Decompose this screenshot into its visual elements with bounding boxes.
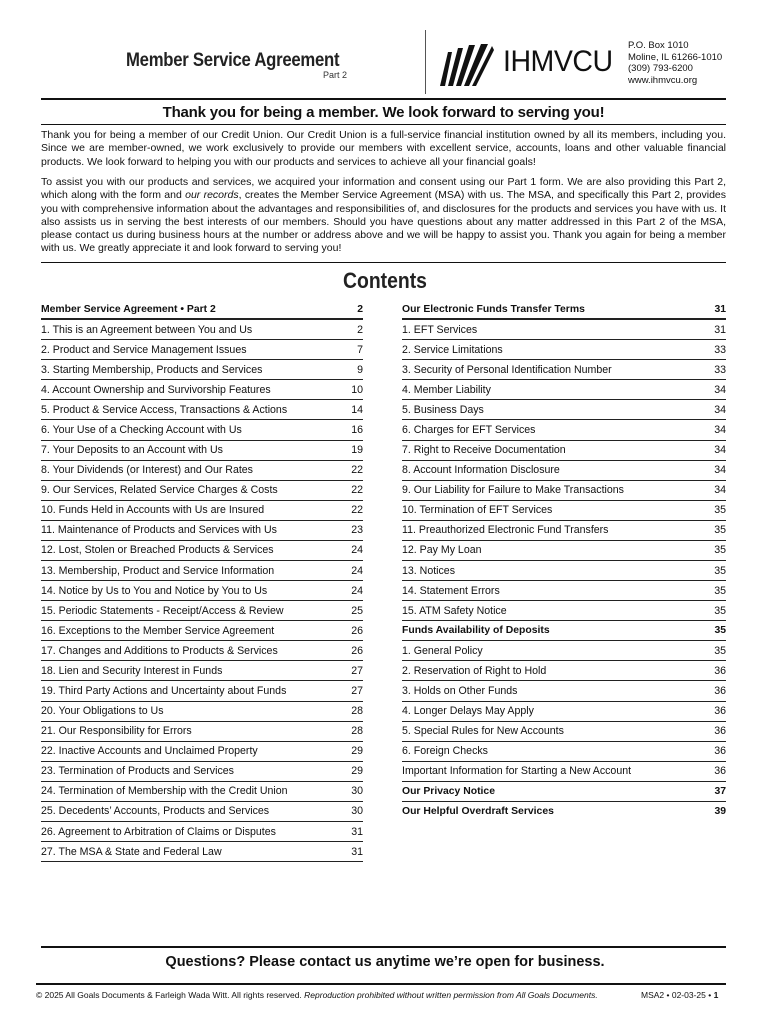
intro-rule xyxy=(41,124,726,125)
toc-entry-label: 18. Lien and Security Interest in Funds xyxy=(41,664,223,677)
toc-entry-label: 25. Decedents’ Accounts, Products and Services xyxy=(41,805,270,818)
toc-entry-page: 22 xyxy=(351,484,363,497)
toc-entry-page: 35 xyxy=(714,524,726,537)
toc-entry-page: 35 xyxy=(714,644,726,657)
toc-entry-page: 34 xyxy=(714,464,726,477)
toc-entry-page: 9 xyxy=(357,363,363,376)
toc-entry-label: 14. Statement Errors xyxy=(402,584,500,597)
toc-entry-page: 31 xyxy=(351,825,363,838)
toc-entry xyxy=(41,601,363,621)
toc-entry-label: Our Helpful Overdraft Services xyxy=(402,806,554,818)
toc-entry-page: 36 xyxy=(714,745,726,758)
toc-entry xyxy=(402,461,726,481)
toc-entry-label: 3. Starting Membership, Products and Services xyxy=(41,363,263,376)
toc-entry xyxy=(402,601,726,621)
toc-entry xyxy=(41,802,363,822)
address-block xyxy=(628,40,722,86)
toc-entry-label: 2. Product and Service Management Issues xyxy=(41,343,247,356)
toc-entry-label: 2. Reservation of Right to Hold xyxy=(402,664,547,677)
toc-entry xyxy=(402,420,726,440)
toc-entry-label: 3. Holds on Other Funds xyxy=(402,685,518,698)
toc-entry xyxy=(41,521,363,541)
contents-title: Contents xyxy=(343,268,427,293)
bottom-rule xyxy=(41,946,726,948)
toc-entry xyxy=(402,340,726,360)
toc-entry-page: 33 xyxy=(714,343,726,356)
toc-entry-page: 31 xyxy=(351,845,363,858)
toc-entry-label: 24. Termination of Membership with the Credit Union xyxy=(41,785,288,798)
toc-entry-page: 24 xyxy=(351,564,363,577)
toc-entry xyxy=(402,641,726,661)
toc-entry-page: 34 xyxy=(714,383,726,396)
toc-entry-page: 29 xyxy=(351,745,363,758)
toc-entry-page: 19 xyxy=(351,444,363,457)
reproduction-notice: Reproduction prohibited without written permission from All Goals Documents. xyxy=(304,990,598,1000)
toc-entry-page: 36 xyxy=(714,765,726,778)
toc-entry xyxy=(402,702,726,722)
toc-entry xyxy=(402,441,726,461)
header-divider xyxy=(425,30,426,94)
toc-entry-label: 4. Account Ownership and Survivorship Features xyxy=(41,383,271,396)
toc-section-heading xyxy=(402,802,726,822)
toc-entry-label: 13. Notices xyxy=(402,564,455,577)
toc-entry-page: 2 xyxy=(357,303,363,315)
toc-entry xyxy=(41,320,363,340)
toc-entry-label: 12. Lost, Stolen or Breached Products & Services xyxy=(41,544,274,557)
toc-entry-page: 29 xyxy=(351,765,363,778)
toc-entry xyxy=(41,661,363,681)
toc-entry xyxy=(41,360,363,380)
toc-entry-label: 5. Special Rules for New Accounts xyxy=(402,725,564,738)
toc-entry-page: 26 xyxy=(351,644,363,657)
toc-entry xyxy=(41,501,363,521)
toc-entry-page: 24 xyxy=(351,584,363,597)
intro-paragraph-2 xyxy=(41,176,726,256)
address-line: www.ihmvcu.org xyxy=(628,74,698,86)
toc-entry-label: Important Information for Starting a New Account xyxy=(402,765,632,778)
toc-entry xyxy=(402,360,726,380)
toc-entry-page: 31 xyxy=(714,323,726,336)
toc-entry-page: 35 xyxy=(714,544,726,557)
toc-entry xyxy=(41,541,363,561)
toc-entry-label: 1. This is an Agreement between You and Us xyxy=(41,323,253,336)
toc-entry-label: 11. Preauthorized Electronic Fund Transfers xyxy=(402,524,609,537)
document-title: Member Service Agreement xyxy=(126,50,340,71)
toc-entry xyxy=(402,661,726,681)
toc-entry-page: 36 xyxy=(714,685,726,698)
toc-entry xyxy=(41,621,363,641)
toc-entry-label: Member Service Agreement • Part 2 xyxy=(41,303,216,315)
toc-entry xyxy=(41,461,363,481)
toc-entry-label: 8. Account Information Disclosure xyxy=(402,464,560,477)
toc-entry-label: 9. Our Services, Related Service Charges & Costs xyxy=(41,484,278,497)
toc-entry-label: 5. Business Days xyxy=(402,403,484,416)
toc-entry-page: 33 xyxy=(714,363,726,376)
contents-right-column xyxy=(402,300,726,822)
toc-entry-label: 26. Agreement to Arbitration of Claims or Disputes xyxy=(41,825,276,838)
address-line: P.O. Box 1010 xyxy=(628,40,689,51)
address-line: Moline, IL 61266-1010 xyxy=(628,51,723,63)
toc-entry-label: 17. Changes and Additions to Products & Services xyxy=(41,644,278,657)
ihmvcu-logo-icon xyxy=(438,40,494,88)
toc-entry xyxy=(41,420,363,440)
toc-entry-page: 35 xyxy=(714,564,726,577)
toc-entry-label: Our Electronic Funds Transfer Terms xyxy=(402,303,585,315)
toc-entry-page: 35 xyxy=(714,604,726,617)
toc-entry xyxy=(402,762,726,782)
toc-entry xyxy=(41,762,363,782)
toc-entry-label: 27. The MSA & State and Federal Law xyxy=(41,845,222,858)
toc-entry-page: 36 xyxy=(714,705,726,718)
intro-text: , creates the Member Service Agreement (MSA) with us. The MSA, and specifically this Part 2, provides you with comprehensive information about the advantages and responsibilities of, and disclosures for the products and services you have with us. It also assists us in serving the best interests of our members. Should you have questions about any matter addressed in this Part 2 of the MSA, please contact us during business hours at the number or address above and we will be happy to assist you. Thank you again for being a member with us. We greatly appreciate it and look forward to serving you! xyxy=(41,189,726,255)
toc-entry-label: 22. Inactive Accounts and Unclaimed Property xyxy=(41,745,258,758)
toc-entry-label: Funds Availability of Deposits xyxy=(402,625,550,637)
toc-entry-label: 7. Your Deposits to an Account with Us xyxy=(41,444,223,457)
toc-entry-page: 7 xyxy=(357,343,363,356)
footer-rule xyxy=(36,983,726,985)
toc-entry-label: 1. EFT Services xyxy=(402,323,478,336)
toc-entry xyxy=(41,481,363,501)
toc-entry-page: 37 xyxy=(714,785,726,797)
toc-entry xyxy=(402,722,726,742)
toc-entry-label: 2. Service Limitations xyxy=(402,343,503,356)
intro-bottom-rule xyxy=(41,262,726,263)
toc-entry-label: 3. Security of Personal Identification Number xyxy=(402,363,612,376)
toc-entry xyxy=(41,641,363,661)
toc-entry-label: 4. Longer Delays May Apply xyxy=(402,705,534,718)
toc-entry-label: 6. Foreign Checks xyxy=(402,745,488,758)
toc-entry-page: 34 xyxy=(714,424,726,436)
toc-entry xyxy=(402,541,726,561)
toc-entry xyxy=(402,581,726,601)
contents-left-column xyxy=(41,300,363,862)
toc-section-heading xyxy=(402,300,726,320)
toc-section-heading xyxy=(402,621,726,641)
toc-entry-label: 9. Our Liability for Failure to Make Transactions xyxy=(402,484,624,497)
toc-entry-label: 6. Charges for EFT Services xyxy=(402,424,536,436)
copyright-text: © 2025 All Goals Documents & Farleigh Wada Witt. All rights reserved. xyxy=(36,990,305,1000)
toc-entry xyxy=(402,320,726,340)
toc-entry-label: 12. Pay My Loan xyxy=(402,544,482,557)
toc-entry xyxy=(41,340,363,360)
toc-entry xyxy=(402,400,726,420)
toc-entry xyxy=(41,681,363,701)
toc-entry-label: 10. Funds Held in Accounts with Us are Insured xyxy=(41,504,265,517)
toc-entry xyxy=(41,581,363,601)
toc-entry-page: 25 xyxy=(351,604,363,617)
toc-entry xyxy=(402,481,726,501)
intro-emphasis: our records xyxy=(185,189,239,202)
toc-entry-page: 35 xyxy=(714,584,726,597)
toc-entry-page: 35 xyxy=(714,504,726,517)
toc-entry-page: 10 xyxy=(351,383,363,396)
toc-entry-page: 26 xyxy=(351,624,363,637)
copyright-notice xyxy=(36,990,598,1000)
toc-entry-label: 16. Exceptions to the Member Service Agreement xyxy=(41,624,275,637)
toc-entry-page: 34 xyxy=(714,484,726,497)
toc-entry-page: 34 xyxy=(714,403,726,416)
page-number: 1 xyxy=(713,990,719,1000)
toc-entry-page: 30 xyxy=(351,785,363,798)
toc-entry-page: 16 xyxy=(351,424,363,436)
toc-entry-label: 5. Product & Service Access, Transactions & Actions xyxy=(41,403,288,416)
toc-entry-page: 27 xyxy=(351,685,363,698)
toc-section-heading xyxy=(402,782,726,802)
toc-entry-label: 23. Termination of Products and Services xyxy=(41,765,234,778)
toc-entry-page: 24 xyxy=(351,544,363,557)
toc-entry xyxy=(41,400,363,420)
toc-entry xyxy=(402,521,726,541)
toc-entry-label: 20. Your Obligations to Us xyxy=(41,705,164,718)
toc-entry xyxy=(41,822,363,842)
toc-entry xyxy=(41,742,363,762)
toc-entry-page: 14 xyxy=(351,403,363,416)
intro-title: Thank you for being a member. We look forward to serving you! xyxy=(162,104,605,121)
toc-entry-page: 30 xyxy=(351,805,363,818)
address-line: (309) 793-6200 xyxy=(628,63,693,74)
toc-entry xyxy=(41,842,363,862)
toc-entry xyxy=(41,561,363,581)
toc-entry xyxy=(41,380,363,400)
toc-entry-label: 15. Periodic Statements - Receipt/Access & Review xyxy=(41,604,284,617)
toc-entry-label: 7. Right to Receive Documentation xyxy=(402,444,566,457)
toc-entry-page: 22 xyxy=(351,464,363,477)
toc-entry-label: 14. Notice by Us to You and Notice by You to Us xyxy=(41,584,268,597)
toc-entry-page: 36 xyxy=(714,725,726,738)
top-rule xyxy=(41,98,726,100)
intro-text: To assist you with our products and services, we acquired your information and consent using our Part 1 form. We are also providing this Part 2, which along with the form and xyxy=(41,176,726,202)
logo-wordmark: IHMVCU xyxy=(503,45,613,78)
toc-entry xyxy=(402,742,726,762)
toc-entry-page: 23 xyxy=(351,524,363,537)
toc-entry-page: 28 xyxy=(351,705,363,718)
toc-entry xyxy=(41,722,363,742)
toc-entry-page: 34 xyxy=(714,444,726,457)
toc-entry-label: 6. Your Use of a Checking Account with Us xyxy=(41,424,242,436)
toc-entry-label: 13. Membership, Product and Service Information xyxy=(41,564,275,577)
toc-entry-label: 15. ATM Safety Notice xyxy=(402,604,507,617)
toc-entry xyxy=(41,702,363,722)
toc-entry-label: 4. Member Liability xyxy=(402,383,491,396)
toc-entry-label: Our Privacy Notice xyxy=(402,785,495,797)
toc-entry xyxy=(41,782,363,802)
toc-entry-page: 39 xyxy=(714,806,726,818)
toc-entry-page: 31 xyxy=(714,303,726,315)
toc-entry-label: 19. Third Party Actions and Uncertainty about Funds xyxy=(41,685,287,698)
contact-banner: Questions? Please contact us anytime we’re open for business. xyxy=(165,954,605,970)
toc-entry-page: 28 xyxy=(351,725,363,738)
toc-entry xyxy=(402,681,726,701)
toc-entry-label: 11. Maintenance of Products and Services with Us xyxy=(41,524,277,537)
toc-entry-page: 22 xyxy=(351,504,363,517)
toc-entry-page: 27 xyxy=(351,664,363,677)
toc-section-heading xyxy=(41,300,363,320)
form-id xyxy=(641,990,718,1000)
toc-entry xyxy=(41,441,363,461)
toc-entry-label: 10. Termination of EFT Services xyxy=(402,504,553,517)
toc-entry-label: 8. Your Dividends (or Interest) and Our Rates xyxy=(41,464,253,477)
toc-entry xyxy=(402,380,726,400)
toc-entry-label: 21. Our Responsibility for Errors xyxy=(41,725,192,738)
toc-entry-page: 36 xyxy=(714,664,726,677)
document-part: Part 2 xyxy=(323,70,348,80)
toc-entry-page: 35 xyxy=(714,625,726,637)
toc-entry xyxy=(402,501,726,521)
intro-paragraph-1: Thank you for being a member of our Credit Union. Our Credit Union is a full-service financial institution owned by all its members, including you. Since we are member-owned, we work exclusively to provide our members with excellent service, accounts, loans and other valuable financial products. We look forward to helping you with our products and services to achieve all your financial goals! xyxy=(41,129,726,168)
form-code: MSA2 • 02-03-25 • xyxy=(641,990,714,1000)
toc-entry xyxy=(402,561,726,581)
toc-entry-label: 1. General Policy xyxy=(402,644,483,657)
toc-entry-page: 2 xyxy=(357,323,363,336)
